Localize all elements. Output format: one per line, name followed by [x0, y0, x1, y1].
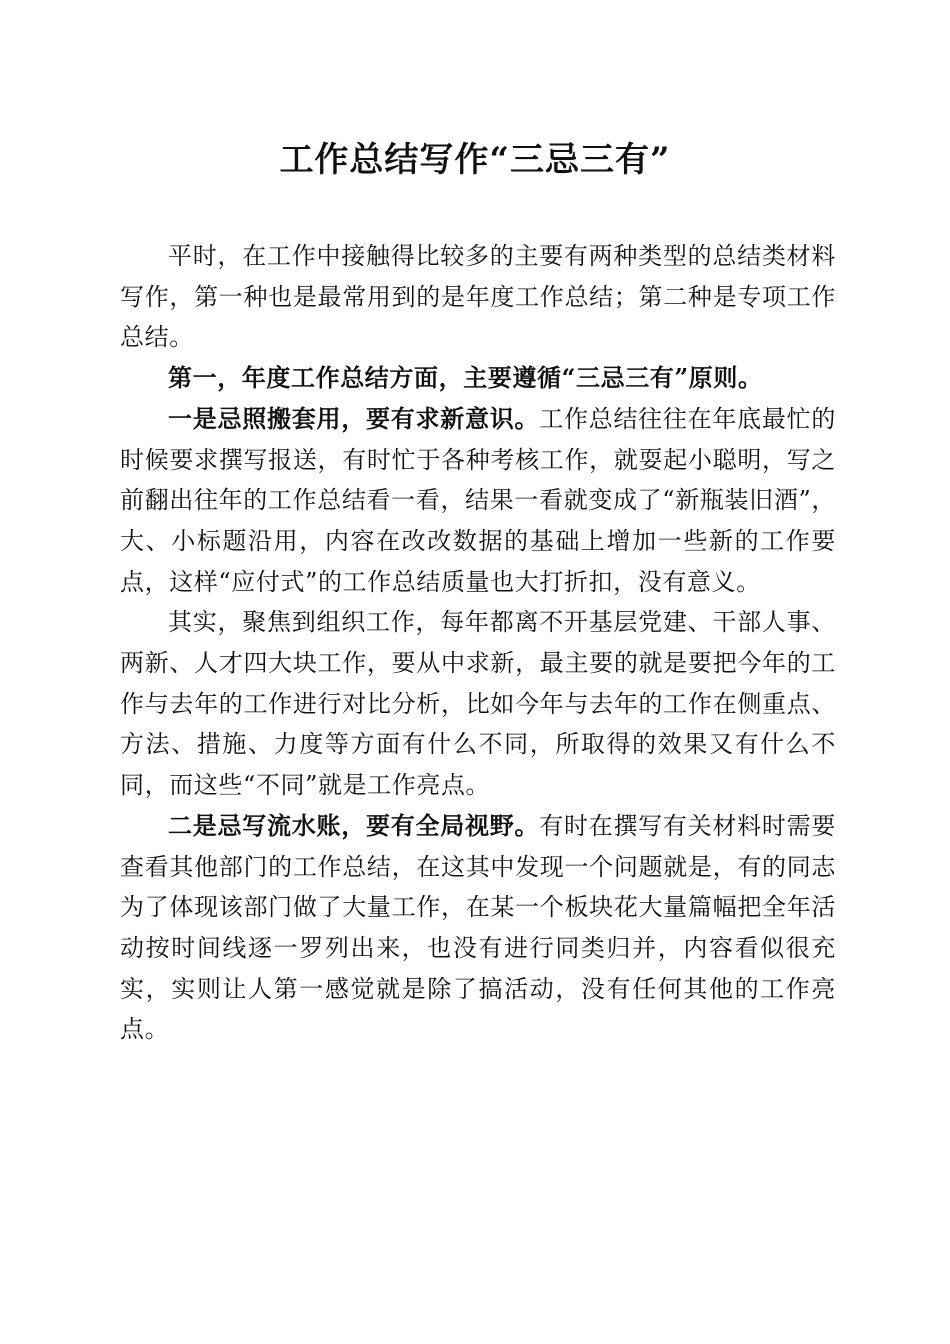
point-two-heading: 二是忌写流水账，要有全局视野。 [168, 810, 540, 840]
paragraph-text: 有时在撰写有关材料时需要查看其他部门的工作总结，在这其中发现一个问题就是，有的同志为了体现该部门做了大量工作，在某一个板块花大量篇幅把全年活动按时间线逐一罗列出来，也没有进行同类归并，内容看似很充实，实则让人第一感觉就是除了搞活动，没有任何其他的工作亮点。 [120, 811, 837, 1044]
document-title: 工作总结写作“三忌三有” [279, 140, 671, 180]
paragraph-intro [120, 236, 836, 358]
point-one-heading: 一是忌照搬套用，要有求新意识。 [168, 403, 540, 433]
paragraph-point-one [120, 399, 836, 603]
paragraph-point-two [120, 806, 836, 1050]
paragraph-point-one-detail [120, 602, 836, 806]
paragraph-section-heading [120, 358, 836, 399]
paragraph-text: 平时，在工作中接触得比较多的主要有两种类型的总结类材料写作，第一种也是最常用到的是年度工作总结；第二种是专项工作总结。 [120, 242, 836, 352]
document-body [120, 236, 836, 1050]
section-heading: 第一，年度工作总结方面，主要遵循“三忌三有”原则。 [168, 363, 763, 393]
paragraph-text: 工作总结往往在年底最忙的时候要求撰写报送，有时忙于各种考核工作，就耍起小聪明，写之前翻出往年的工作总结看一看，结果一看就变成了“新瓶装旧酒”，大、小标题沿用，内容在改改数据的基础上增加一些新的工作要点，这样“应付式”的工作总结质量也大打折扣，没有意义。 [120, 404, 837, 596]
paragraph-text: 其实，聚焦到组织工作，每年都离不开基层党建、干部人事、两新、人才四大块工作，要从中求新，最主要的就是要把今年的工作与去年的工作进行对比分析，比如今年与去年的工作在侧重点、方法、措施、力度等方面有什么不同，所取得的效果又有什么不同，而这些“不同”就是工作亮点。 [120, 608, 836, 800]
